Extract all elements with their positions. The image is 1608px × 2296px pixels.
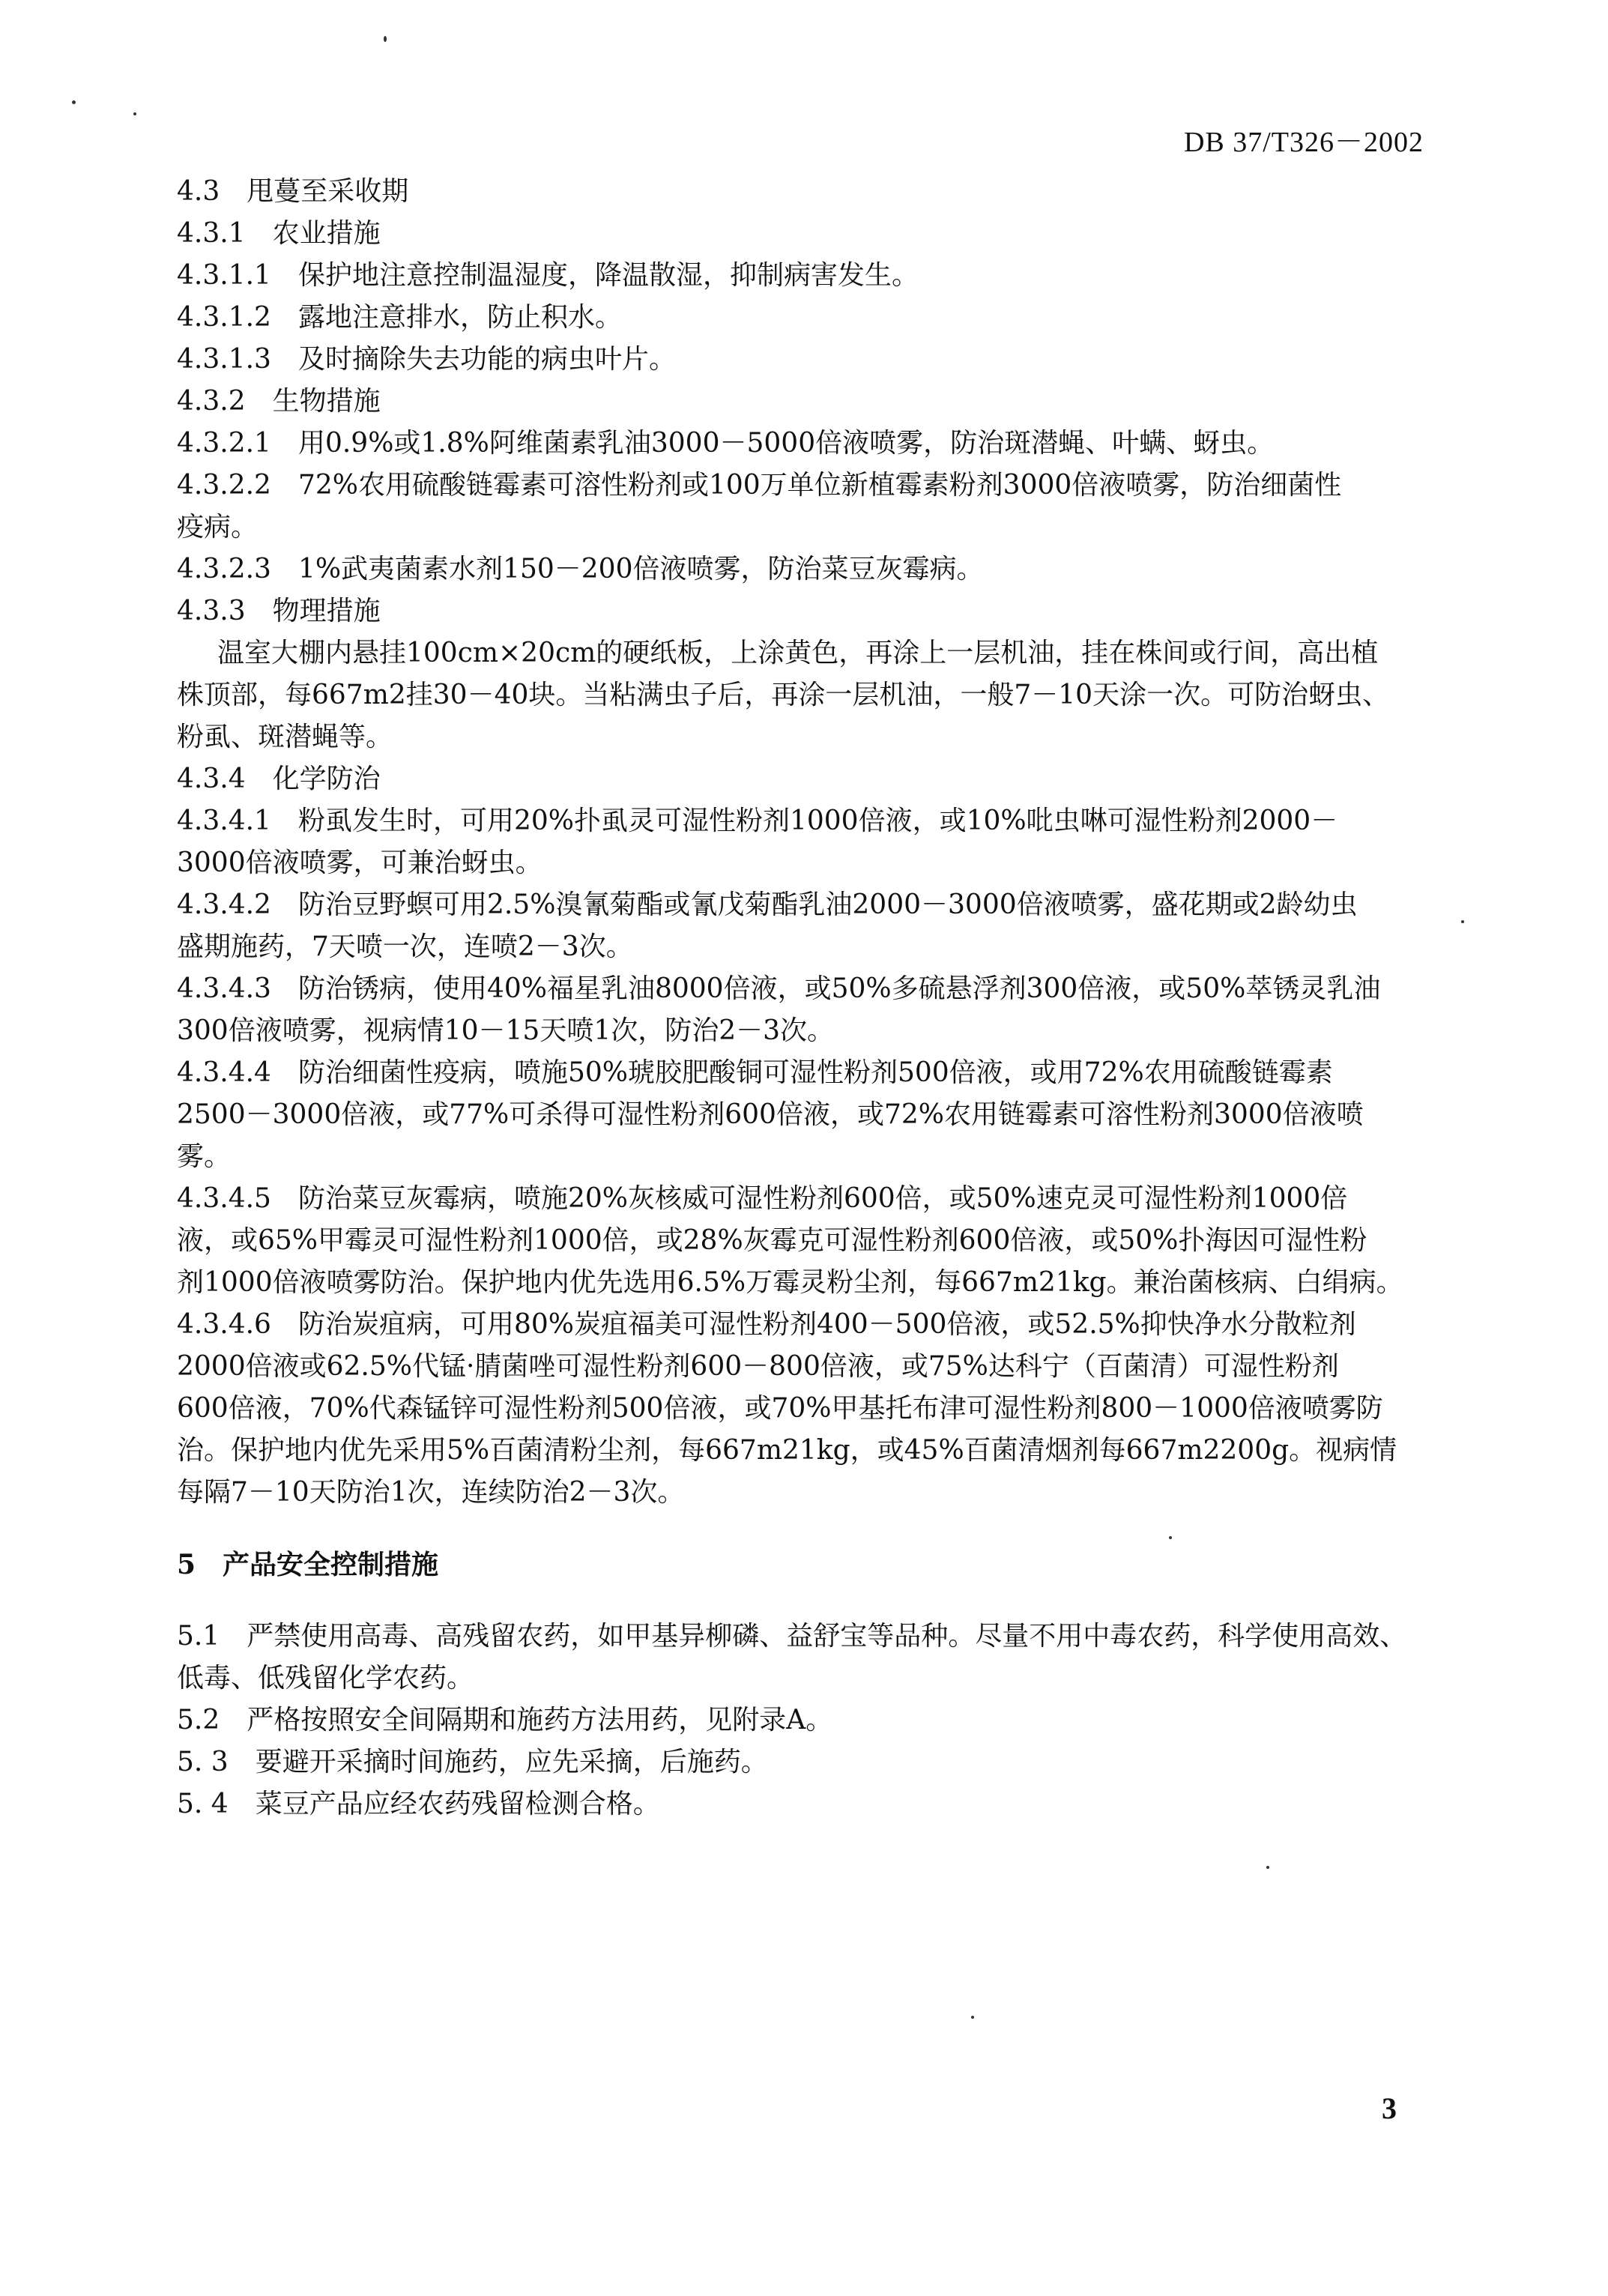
subsection-heading: 4.3.1 农业措施	[177, 218, 381, 249]
subsection-heading: 4.3.3 物理措施	[177, 596, 381, 626]
clause-continuation: 剂1000倍液喷雾防治。保护地内优先选用6.5%万霉灵粉尘剂，每667m21kg。兼治菌核病、白绢病。	[177, 1267, 1403, 1298]
clause-continuation: 治。保护地内优先采用5%百菌清粉尘剂，每667m21kg，或45%百菌清烟剂每667m2200g。视病情	[177, 1435, 1397, 1466]
document-code: DB 37/T326－2002	[1183, 127, 1424, 158]
scan-speck	[1461, 920, 1464, 923]
section-heading: 4.3 甩蔓至采收期	[177, 176, 409, 207]
paragraph-line: 温室大棚内悬挂100cm×20cm的硬纸板，上涂黄色，再涂上一层机油，挂在株间或行间，高出植	[217, 638, 1379, 668]
clause-line: 5.2 严格按照安全间隔期和施药方法用药，见附录A。	[177, 1705, 833, 1735]
clause-line: 5. 4 菜豆产品应经农药残留检测合格。	[177, 1789, 660, 1819]
clause-continuation: 低毒、低残留化学农药。	[177, 1663, 474, 1694]
clause-line: 4.3.4.2 防治豆野螟可用2.5%溴氰菊酯或氰戊菊酯乳油2000－3000倍液喷雾，盛花期或2龄幼虫	[177, 889, 1358, 920]
paragraph-line: 粉虱、斑潜蝇等。	[177, 722, 393, 752]
clause-line: 4.3.4.3 防治锈病，使用40%福星乳油8000倍液，或50%多硫悬浮剂300倍液，或50%萃锈灵乳油	[177, 973, 1381, 1004]
clause-line: 4.3.1.3 及时摘除失去功能的病虫叶片。	[177, 344, 676, 375]
clause-continuation: 雾。	[177, 1141, 232, 1172]
clause-line: 5. 3 要避开采摘时间施药，应先采摘，后施药。	[177, 1747, 768, 1777]
scan-speck	[971, 2016, 974, 2019]
paragraph-line: 株顶部，每667m2挂30－40块。当粘满虫子后，再涂一层机油，一般7－10天涂一次。可防治蚜虫、	[177, 680, 1390, 710]
clause-line: 4.3.4.1 粉虱发生时，可用20%扑虱灵可湿性粉剂1000倍液，或10%吡虫啉可湿性粉剂2000－	[177, 806, 1338, 836]
clause-line: 4.3.1.2 露地注意排水，防止积水。	[177, 302, 622, 333]
clause-continuation: 2500－3000倍液，或77%可杀得可湿性粉剂600倍液，或72%农用链霉素可溶性粉剂3000倍液喷	[177, 1099, 1364, 1130]
clause-line: 5.1 严禁使用高毒、高残留农药，如甲基异柳磷、益舒宝等品种。尽量不用中毒农药，科学使用高效、	[177, 1621, 1407, 1652]
clause-continuation: 疫病。	[177, 512, 259, 543]
scan-speck	[1266, 1866, 1269, 1869]
clause-line: 4.3.2.1 用0.9%或1.8%阿维菌素乳油3000－5000倍液喷雾，防治斑潜蝇、叶螨、蚜虫。	[177, 428, 1275, 459]
clause-line: 4.3.4.6 防治炭疽病，可用80%炭疽福美可湿性粉剂400－500倍液，或52.5%抑快净水分散粒剂	[177, 1309, 1356, 1340]
clause-line: 4.3.1.1 保护地注意控制温湿度，降温散湿，抑制病害发生。	[177, 260, 919, 291]
clause-continuation: 300倍液喷雾，视病情10－15天喷1次，防治2－3次。	[177, 1015, 835, 1046]
clause-line: 4.3.4.5 防治菜豆灰霉病，喷施20%灰核威可湿性粉剂600倍，或50%速克灵可湿性粉剂1000倍	[177, 1183, 1348, 1214]
clause-continuation: 每隔7－10天防治1次，连续防治2－3次。	[177, 1477, 685, 1508]
subsection-heading: 4.3.2 生物措施	[177, 386, 381, 417]
scan-speck	[72, 100, 76, 104]
clause-line: 4.3.4.4 防治细菌性疫病，喷施50%琥胶肥酸铜可湿性粉剂500倍液，或用72%农用硫酸链霉素	[177, 1057, 1333, 1088]
page-number: 3	[1382, 2091, 1397, 2125]
scan-speck	[133, 112, 136, 115]
clause-continuation: 600倍液，70%代森锰锌可湿性粉剂500倍液，或70%甲基托布津可湿性粉剂800－1000倍液喷雾防	[177, 1393, 1383, 1424]
subsection-heading: 4.3.4 化学防治	[177, 764, 381, 794]
chapter-heading: 5 产品安全控制措施	[177, 1549, 439, 1580]
scan-speck	[384, 36, 387, 42]
clause-continuation: 2000倍液或62.5%代锰·腈菌唑可湿性粉剂600－800倍液，或75%达科宁（百菌清）可湿性粉剂	[177, 1351, 1339, 1382]
clause-continuation: 盛期施药，7天喷一次，连喷2－3次。	[177, 931, 633, 962]
document-body	[177, 171, 1433, 1825]
clause-line: 4.3.2.2 72%农用硫酸链霉素可溶性粉剂或100万单位新植霉素粉剂3000倍液喷雾，防治细菌性	[177, 470, 1342, 501]
clause-continuation: 液，或65%甲霉灵可湿性粉剂1000倍，或28%灰霉克可湿性粉剂600倍液，或50%扑海因可湿性粉	[177, 1225, 1367, 1256]
clause-line: 4.3.2.3 1%武夷菌素水剂150－200倍液喷雾，防治菜豆灰霉病。	[177, 554, 984, 584]
clause-continuation: 3000倍液喷雾，可兼治蚜虫。	[177, 848, 542, 878]
